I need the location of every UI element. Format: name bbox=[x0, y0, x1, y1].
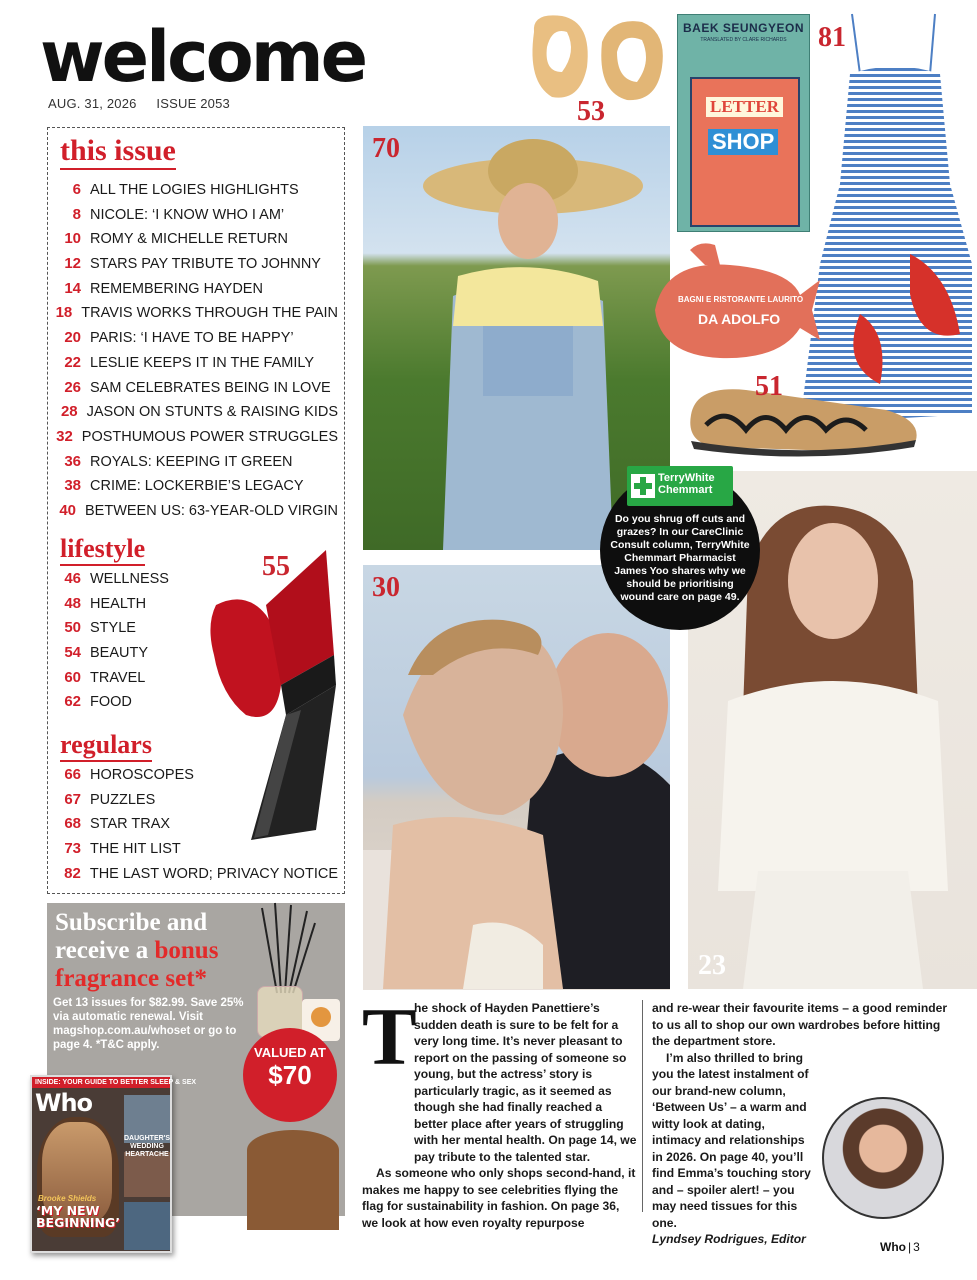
cover-name: Brooke Shields bbox=[38, 1194, 97, 1203]
letter-paragraph: As someone who only shops second-hand, it makes me happy to see celebrities flying the flag for sustainability in fashion. On page 36, we look at how even royalty repurpose bbox=[362, 1166, 636, 1230]
bag-product bbox=[650, 240, 820, 362]
toc-page-number: 12 bbox=[64, 255, 81, 273]
page-number: 3 bbox=[913, 1240, 920, 1254]
toc-title: PARIS: ‘I HAVE TO BE HAPPY’ bbox=[90, 330, 294, 347]
subscribe-body: Get 13 issues for $82.99. Save 25% via automatic renewal. Visit magshop.com.au/whoset or go to page 4. *T&C apply. bbox=[53, 997, 244, 1051]
toc-entry[interactable] bbox=[48, 280, 338, 305]
terrywhite-callout[interactable] bbox=[600, 470, 760, 630]
toc-title: ROMY & MICHELLE RETURN bbox=[90, 231, 288, 248]
toc-title: JASON ON STUNTS & RAISING KIDS bbox=[86, 404, 338, 421]
toc-page-number: 48 bbox=[64, 594, 81, 612]
toc-page-number: 68 bbox=[64, 815, 81, 833]
toc-title: THE LAST WORD; PRIVACY NOTICE bbox=[89, 865, 338, 882]
toc-title: CRIME: LOCKERBIE’S LEGACY bbox=[90, 478, 304, 495]
toc-entry[interactable] bbox=[48, 477, 338, 502]
cover-headline: ‘MY NEW BEGINNING’ bbox=[36, 1203, 121, 1230]
subscribe-headline: Subscribe and receive a bonus fragrance set* bbox=[55, 909, 219, 992]
cover-side-text: DAUGHTER'S WEDDING HEARTACHE bbox=[124, 1135, 170, 1158]
toc-entry[interactable] bbox=[48, 403, 338, 428]
column-divider bbox=[642, 1000, 643, 1212]
toc-page-number: 22 bbox=[64, 353, 81, 371]
toc-entry[interactable] bbox=[48, 181, 338, 206]
toc-title: TRAVEL bbox=[90, 669, 146, 686]
pharmacy-cross-icon bbox=[631, 474, 655, 498]
editor-photo bbox=[822, 1097, 944, 1219]
folio-brand: Who bbox=[880, 1240, 906, 1254]
toc-page-number: 73 bbox=[64, 840, 81, 858]
toc-entry[interactable] bbox=[48, 428, 338, 453]
toc-entry[interactable] bbox=[48, 304, 338, 329]
toc-page-number: 32 bbox=[56, 427, 73, 445]
page-title: welcome bbox=[40, 16, 366, 98]
dress-page-number: 81 bbox=[818, 22, 846, 53]
regulars-heading: regulars bbox=[60, 732, 152, 762]
toc-title: WELLNESS bbox=[90, 571, 169, 587]
toc-entry[interactable] bbox=[48, 865, 338, 890]
toc-title: BEAUTY bbox=[90, 645, 149, 662]
issue-number: ISSUE 2053 bbox=[156, 96, 230, 111]
toc-page-number: 40 bbox=[59, 501, 76, 519]
photo-woman-in-field[interactable] bbox=[363, 126, 670, 550]
bag-text-1: BAGNI E RISTORANTE LAURITO bbox=[678, 295, 804, 304]
toc-title: SAM CELEBRATES BEING IN LOVE bbox=[90, 379, 331, 396]
toc-page-number: 28 bbox=[60, 403, 78, 421]
bag-text-2: DA ADOLFO bbox=[698, 311, 781, 327]
toc-entry[interactable] bbox=[48, 354, 338, 379]
folio: Who | 3 bbox=[880, 1240, 920, 1254]
valued-badge: VALUED AT $70 bbox=[243, 1028, 337, 1122]
dateline bbox=[48, 96, 246, 111]
letter-paragraph: I’m also thrilled to bring you the latest instalment of our brand-new column, ‘Between Us’ – a warm and witty look at dating, intimacy and relationships in 2026. On page 40, you’ll find Emma’s touching story and – spoiler alert! – you may need tissues for this one. bbox=[652, 1050, 811, 1230]
editors-letter bbox=[362, 991, 970, 1246]
toc-page-number: 20 bbox=[64, 329, 81, 347]
toc-title: ALL THE LOGIES HIGHLIGHTS bbox=[90, 182, 299, 198]
shoe-product bbox=[686, 365, 922, 461]
toc-page-number: 36 bbox=[64, 452, 81, 470]
photo-bottom-page-number: 30 bbox=[372, 572, 400, 603]
issue-date: AUG. 31, 2026 bbox=[48, 96, 137, 111]
toc-entry[interactable] bbox=[48, 502, 338, 527]
shoe-page-number: 51 bbox=[755, 371, 783, 402]
photo-top-page-number: 70 bbox=[372, 133, 400, 164]
letter-paragraph: he shock of Hayden Panettiere’s sudden death is sure to be felt for a very long time. It’s never pleasant to report on the passing of someone so young, but the actress’ story is particularly tragic, as it seemed as though she had finally reached a better place after years of struggling with her mental health. On page 14, we pay tribute to the talented star. bbox=[414, 1001, 637, 1164]
toc-page-number: 10 bbox=[64, 230, 81, 248]
toc-title: STARS PAY TRIBUTE TO JOHNNY bbox=[90, 256, 321, 273]
cover-logo: Who bbox=[35, 1089, 93, 1117]
toc-page-number: 50 bbox=[64, 619, 81, 637]
toc-entry[interactable] bbox=[48, 206, 338, 231]
letter-paragraph: and re-wear their favourite items – a good reminder to us all to shop our own wardrobes before hitting the department store. bbox=[652, 1001, 948, 1048]
toc-page-number: 67 bbox=[64, 790, 81, 808]
terrywhite-text: Do you shrug off cuts and grazes? In our CareClinic Consult column, TerryWhite Chemmart Pharmacist James Yoo shares why we should be prioritising wound care on page 49. bbox=[610, 513, 750, 603]
side-table bbox=[247, 1130, 339, 1230]
toc-page-number: 14 bbox=[64, 279, 81, 297]
toc-title: TRAVIS WORKS THROUGH THE PAIN bbox=[81, 305, 338, 322]
toc-page-number: 60 bbox=[64, 668, 81, 686]
reed-diffuser-sticks bbox=[257, 903, 317, 993]
toc-page-number: 18 bbox=[55, 304, 73, 322]
toc-page-number: 38 bbox=[64, 477, 81, 495]
letter-column-1 bbox=[362, 991, 638, 1231]
toc-title: LESLIE KEEPS IT IN THE FAMILY bbox=[90, 354, 315, 371]
toc-title: ROYALS: KEEPING IT GREEN bbox=[90, 453, 293, 470]
toc-entry[interactable] bbox=[48, 329, 338, 354]
this-issue-heading: this issue bbox=[60, 136, 176, 170]
toc-entry[interactable] bbox=[48, 379, 338, 404]
toc-title: BETWEEN US: 63-YEAR-OLD VIRGIN bbox=[85, 502, 338, 519]
toc-title: THE HIT LIST bbox=[90, 841, 181, 858]
terrywhite-logo: TerryWhite Chemmart bbox=[627, 466, 733, 506]
drop-cap: T bbox=[362, 991, 417, 1082]
earrings-page-number: 53 bbox=[577, 96, 605, 127]
toc-title: FOOD bbox=[90, 694, 132, 711]
toc-page-number: 54 bbox=[64, 644, 81, 662]
toc-page-number: 62 bbox=[64, 693, 81, 711]
toc-page-number: 66 bbox=[64, 766, 81, 783]
toc-title: POSTHUMOUS POWER STRUGGLES bbox=[81, 428, 338, 445]
cover-strip: INSIDE: YOUR GUIDE TO BETTER SLEEP & SEX bbox=[32, 1077, 170, 1088]
toc-title: STAR TRAX bbox=[90, 816, 171, 833]
toc-page-number: 82 bbox=[64, 864, 81, 882]
toc-title: HOROSCOPES bbox=[90, 767, 194, 783]
photo-couple-embracing[interactable] bbox=[363, 565, 670, 989]
toc-title: REMEMBERING HAYDEN bbox=[90, 280, 263, 297]
toc-page-number: 46 bbox=[64, 570, 81, 587]
toc-entry[interactable] bbox=[48, 255, 338, 280]
toc-entry[interactable] bbox=[48, 230, 338, 255]
toc-page-number: 26 bbox=[64, 378, 81, 396]
book-product: BAEK SEUNGYEON TRANSLATED BY CLARE RICHARDS LETTER SHOP bbox=[677, 14, 810, 232]
editor-signature: Lyndsey Rodrigues, Editor bbox=[652, 1232, 806, 1246]
toc-page-number: 6 bbox=[72, 181, 81, 198]
photo-right-page-number: 23 bbox=[698, 950, 726, 981]
lifestyle-heading: lifestyle bbox=[60, 536, 145, 566]
magazine-cover[interactable] bbox=[30, 1075, 197, 1253]
toc-title: NICOLE: ‘I KNOW WHO I AM’ bbox=[90, 206, 285, 223]
lipstick-product bbox=[206, 545, 346, 845]
toc-title: HEALTH bbox=[90, 595, 147, 612]
lipstick-page-number: 55 bbox=[262, 551, 290, 582]
this-issue-list bbox=[48, 181, 338, 527]
toc-page-number: 8 bbox=[72, 205, 81, 223]
toc-title: STYLE bbox=[90, 620, 136, 637]
toc-title: PUZZLES bbox=[90, 791, 156, 808]
toc-entry[interactable] bbox=[48, 453, 338, 478]
